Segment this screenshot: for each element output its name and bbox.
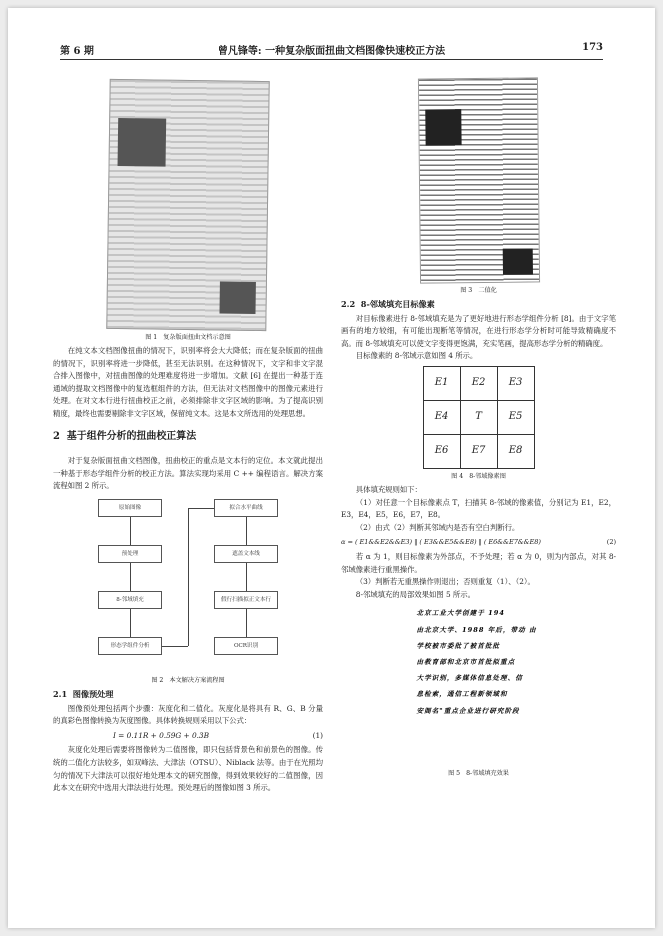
flow-box: 假行扫描拟正文本行 bbox=[214, 591, 278, 609]
section-title: 8-邻域填充目标像素 bbox=[360, 299, 435, 309]
grid-cell: E2 bbox=[460, 366, 497, 400]
grid-cell: E4 bbox=[423, 400, 460, 434]
rule-2-detail: 若 α 为 1，则目标像素为外部点，不予处理；若 α 为 0，则为内部点，对其 8-邻域像素进行重黑操作。 bbox=[341, 551, 616, 574]
figure-5-caption: 图 5 8-邻域填充效果 bbox=[448, 770, 509, 778]
grid-cell: E8 bbox=[497, 434, 534, 468]
binarized-text-line: 大学识别，多媒体信息处理、信 bbox=[416, 674, 523, 683]
equation-text: I = 0.11R + 0.59G + 0.3B bbox=[113, 730, 209, 740]
grid-cell: E3 bbox=[497, 366, 534, 400]
figure-4-grid bbox=[423, 366, 535, 469]
flow-box: 预处理 bbox=[98, 545, 162, 563]
rule-4: 8-邻域填充的局部效果如图 5 所示。 bbox=[355, 589, 475, 599]
figure-1-image bbox=[106, 79, 269, 331]
figure-2-caption: 图 2 本文解决方案流程图 bbox=[151, 676, 225, 684]
rule-3: （3）判断若无重黑操作则退出；否则重复（1）、（2）。 bbox=[355, 577, 535, 587]
section-number: 2 bbox=[53, 430, 60, 442]
grid-cell: E6 bbox=[423, 434, 460, 468]
left-column bbox=[53, 78, 323, 795]
equation-number: (2) bbox=[606, 538, 616, 547]
issue-number: 第 6 期 bbox=[60, 46, 94, 57]
paragraph: 灰度化处理后需要将图像转为二值图像，即只包括背景色和前景色的图像。传统的二值化方法较多，如双峰法、大津法（OTSU）、Niblack 法等。由于在光照均匀的情况下大津法可以很好地处理本文的研究图像，得到效果较好的二值图像，因此本文在研究中选用大津法进行处理。预处理后的图像如图 3 所示。 bbox=[53, 745, 323, 793]
paragraph: 对于复杂版面扭曲文档图像，扭曲校正的重点是文本行的定位。本文就此提出一种基于形态学组件分析的校正方法。算法实现均采用 C ++ 编程语言。解决方案流程如图 2 所示。 bbox=[53, 456, 323, 491]
section-2-heading bbox=[53, 431, 323, 444]
flow-box: 拟合水平曲线 bbox=[214, 499, 278, 517]
binarized-text-line: 息检索，通信工程新领域和 bbox=[416, 690, 508, 699]
running-title: 曾凡锋等: 一种复杂版面扭曲文档图像快速校正方法 bbox=[217, 46, 446, 57]
figure-5-image bbox=[417, 605, 541, 765]
section-title: 图像预处理 bbox=[72, 688, 114, 699]
figure-4-caption: 图 4 8-邻域像素图 bbox=[451, 472, 506, 480]
grid-cell: T bbox=[460, 400, 497, 434]
section-number: 2.2 bbox=[341, 299, 356, 309]
figure-3-image bbox=[417, 77, 539, 283]
flow-box: OCR识别 bbox=[214, 637, 278, 655]
grid-cell: E7 bbox=[460, 434, 497, 468]
grid-cell: E1 bbox=[423, 366, 460, 400]
section-2-2-heading bbox=[341, 298, 616, 311]
paragraph: 图像预处理包括两个步骤：灰度化和二值化。灰度化是将具有 R、G、B 分量的真彩色图像转换为灰度图像。具体转换规则采用以下公式： bbox=[53, 703, 323, 726]
grid-cell: E5 bbox=[497, 400, 534, 434]
paragraph: 对目标像素进行 8-邻域填充是为了更好地进行形态学组件分析 [8]。由于文字笔画有的地方较细，有可能出现断笔等情况，在进行形态学分析时可能导致精确度不高。而 8-邻域填充可以使文字变得更饱满，充实笔画，提高形态学分析的精确度。 bbox=[341, 313, 616, 348]
flow-box: 原始图像 bbox=[98, 499, 162, 517]
flow-box: 8-邻域填充 bbox=[98, 591, 162, 609]
equation-1 bbox=[53, 728, 323, 745]
binarized-text-line: 北京工业大学创建于 194 bbox=[416, 609, 505, 618]
paper-page bbox=[8, 8, 655, 928]
equation-number: (1) bbox=[312, 730, 323, 740]
section-title: 基于组件分析的扭曲校正算法 bbox=[66, 430, 197, 442]
section-2-1-heading bbox=[53, 688, 323, 701]
equation-2 bbox=[341, 534, 616, 551]
flow-box: 遮盖文本线 bbox=[214, 545, 278, 563]
binarized-text-line: 安阁名"重点企业进行研究阶段 bbox=[416, 706, 520, 715]
equation-text: α = ( E1&&E2&&E3) ‖ ( E3&&E5&&E8) ‖ ( E6&&E7&&E8) bbox=[341, 538, 541, 547]
rule-1: （1）对任意一个目标像素点 T，扫描其 8-邻域的像素值，分别记为 E1，E2，E3，E4，E5，E6，E7，E8。 bbox=[341, 497, 616, 520]
paragraph: 在纯文本文档图像扭曲的情况下，识别率将会大大降低；而在复杂版面的扭曲的情况下，识别率将进一步降低，甚至无法识别。在这种情况下，文字和非文字混合排入图像中，对扭曲图像的处理难度将进一步增加。文献 [6] 在提出一种基于连通域的提取文档图像中的复选框组件的方法，但无法对文档图像中的图像元素进行处理。在对文本行进行扭曲校正之前，必须排除非文字区域的影响。为了提高识别精度，最终也需要剔除非文字区域，保留纯文本。这是本文所选用的处理思想。 bbox=[53, 346, 323, 418]
binarized-text-line: 由北京大学、1988 年后，带动 由 bbox=[416, 625, 537, 634]
figure-2-flowchart bbox=[78, 493, 298, 673]
section-number: 2.1 bbox=[53, 688, 68, 699]
flow-box: 形态学组件分析 bbox=[98, 637, 162, 655]
binarized-text-line: 由教育部和北京市首批拟重点 bbox=[416, 657, 516, 666]
running-header bbox=[60, 40, 603, 60]
paragraph: 目标像素的 8-邻域示意如图 4 所示。 bbox=[355, 351, 478, 361]
figure-3-caption: 图 3 二值化 bbox=[460, 287, 497, 294]
rule-2: （2）由式（2）判断其邻域内是否有空白判断行。 bbox=[355, 522, 520, 532]
binarized-text-line: 学校被市委批了被首批批 bbox=[416, 641, 501, 650]
figure-1-caption: 图 1 复杂版面扭曲文档示意图 bbox=[145, 334, 231, 341]
rules-intro: 具体填充规则如下： bbox=[355, 484, 422, 494]
page-number: 173 bbox=[582, 42, 603, 53]
right-column bbox=[341, 78, 616, 781]
